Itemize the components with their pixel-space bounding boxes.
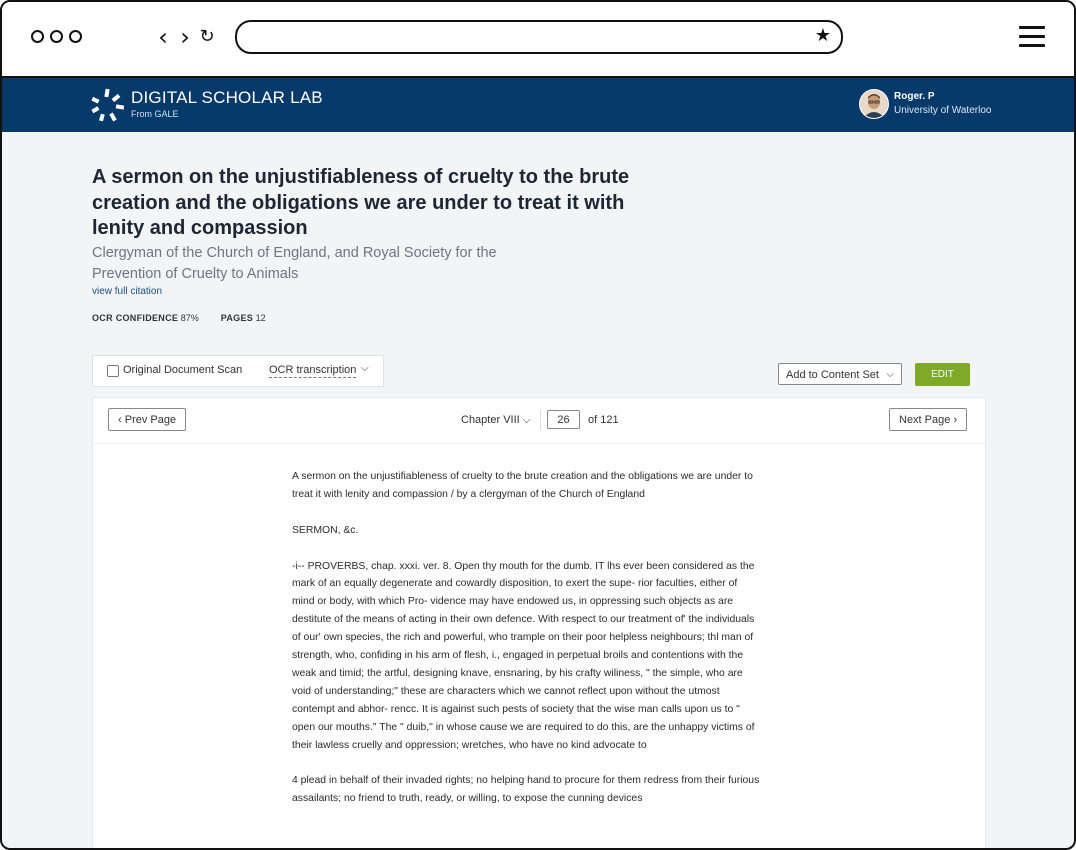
prev-page-label: Prev Page [124, 414, 177, 426]
original-scan-label[interactable]: Original Document Scan [123, 364, 243, 376]
page-title: A sermon on the unjustifiableness of cruelty to the brute creation and the obligations we are under to treat it with lenity and compassion [92, 166, 630, 239]
page-number-input[interactable]: 26 [547, 410, 580, 429]
document-meta [92, 313, 266, 323]
window-minimize-dot[interactable] [50, 30, 63, 43]
document-reader [92, 397, 986, 850]
next-page-label: Next Page [899, 414, 951, 426]
view-citation-link[interactable]: view full citation [92, 286, 163, 297]
chapter-label: Chapter VIII [461, 414, 520, 426]
pages-label: PAGES [220, 313, 254, 323]
ocr-paragraph: 4 plead in behalf of their invaded rights; no helping hand to procure for them redress from their furious assailants; no friend to truth, ready, or willing, to expose the cunning devices [292, 775, 760, 805]
chevron-down-icon: ⌵ [886, 369, 894, 380]
ocr-confidence [92, 313, 199, 323]
back-icon[interactable]: ‹ [158, 23, 168, 51]
window-controls [31, 30, 82, 43]
view-mode-select[interactable]: OCR transcription [269, 364, 357, 376]
window-maximize-dot[interactable] [69, 30, 82, 43]
ocr-transcription-text [292, 468, 760, 826]
chevron-down-icon: ⌵ [522, 415, 531, 426]
ocr-confidence-label: OCR CONFIDENCE [92, 313, 179, 323]
pages-value: 12 [255, 313, 266, 323]
content-set-label: Add to Content Set [786, 369, 879, 381]
chapter-select[interactable] [461, 414, 530, 426]
ocr-paragraph: -i-- PROVERBS, chap. xxxi. ver. 8. Open thy mouth for the dumb. IT lhs ever been considered as the mark of an equally degenerate and cowardly disposition, to exert the supe- rior faculties, either of mind or body, with which Pro- vidence may have endowed us, in oppressing such objects as are destitute of the means of acting in their own defence. With respect to our treatment of' the individuals of our' own species, the rich and powerful, who trample on their poor helpless neighbours; thl man of strength, who, confiding in his arm of flesh, i., engaged in perpetual broils and contentions with the weak and timid; the artful, designing knave, ensnaring, by his crafty wiliness, " the simple, who are void of understanding;" these are characters which we cannot reflect upon without the utmost contempt and abhor- rencc. It is against such pests of society that the wise man calls upon us to " open our mouths." The " duib," in whose cause we are required to do this, are the unhappy victims of their lawless cruelly and oppression; wretches, who have no kind advocate to [292, 560, 755, 751]
original-scan-checkbox[interactable] [107, 365, 119, 377]
chevron-right-icon: › [953, 414, 958, 426]
chevron-down-icon[interactable]: ⌵ [361, 363, 369, 374]
chevron-left-icon: ‹ [118, 414, 122, 426]
view-options [92, 355, 384, 387]
hamburger-menu-icon[interactable] [1019, 26, 1045, 53]
user-name[interactable]: Roger. P [894, 91, 935, 102]
next-page-button[interactable] [889, 408, 967, 431]
brand-subtitle: From GALE [131, 109, 179, 119]
divider [540, 410, 541, 430]
document-author: Clergyman of the Church of England, and Royal Society for the Prevention of Cruelty to Animals [92, 245, 497, 282]
address-bar[interactable] [235, 20, 843, 54]
forward-icon[interactable]: › [180, 23, 190, 51]
add-to-content-set-dropdown[interactable] [778, 363, 902, 385]
bookmark-star-icon[interactable]: ★ [814, 25, 831, 46]
page-total: of 121 [588, 414, 619, 426]
prev-page-button[interactable] [108, 408, 186, 431]
ocr-paragraph: SERMON, &c. [292, 524, 359, 536]
user-organization: University of Waterloo [894, 105, 992, 116]
avatar[interactable] [859, 89, 889, 119]
app-header [2, 78, 1074, 132]
user-avatar-icon [860, 90, 888, 118]
ocr-paragraph: A sermon on the unjustifiableness of cruelty to the brute creation and the obligations we are under to treat it with lenity and compassion / by a clergyman of the Church of England [292, 471, 753, 500]
browser-nav [154, 24, 216, 50]
edit-button[interactable]: EDIT [915, 363, 970, 386]
brand-title[interactable]: DIGITAL SCHOLAR LAB [131, 88, 323, 107]
reload-icon[interactable]: ↻ [199, 26, 215, 47]
ocr-confidence-value: 87% [180, 313, 199, 323]
gale-logo-icon [90, 88, 124, 122]
window-close-dot[interactable] [31, 30, 44, 43]
page-navigation [93, 398, 985, 444]
page-count [221, 313, 266, 323]
browser-toolbar [2, 2, 1074, 78]
